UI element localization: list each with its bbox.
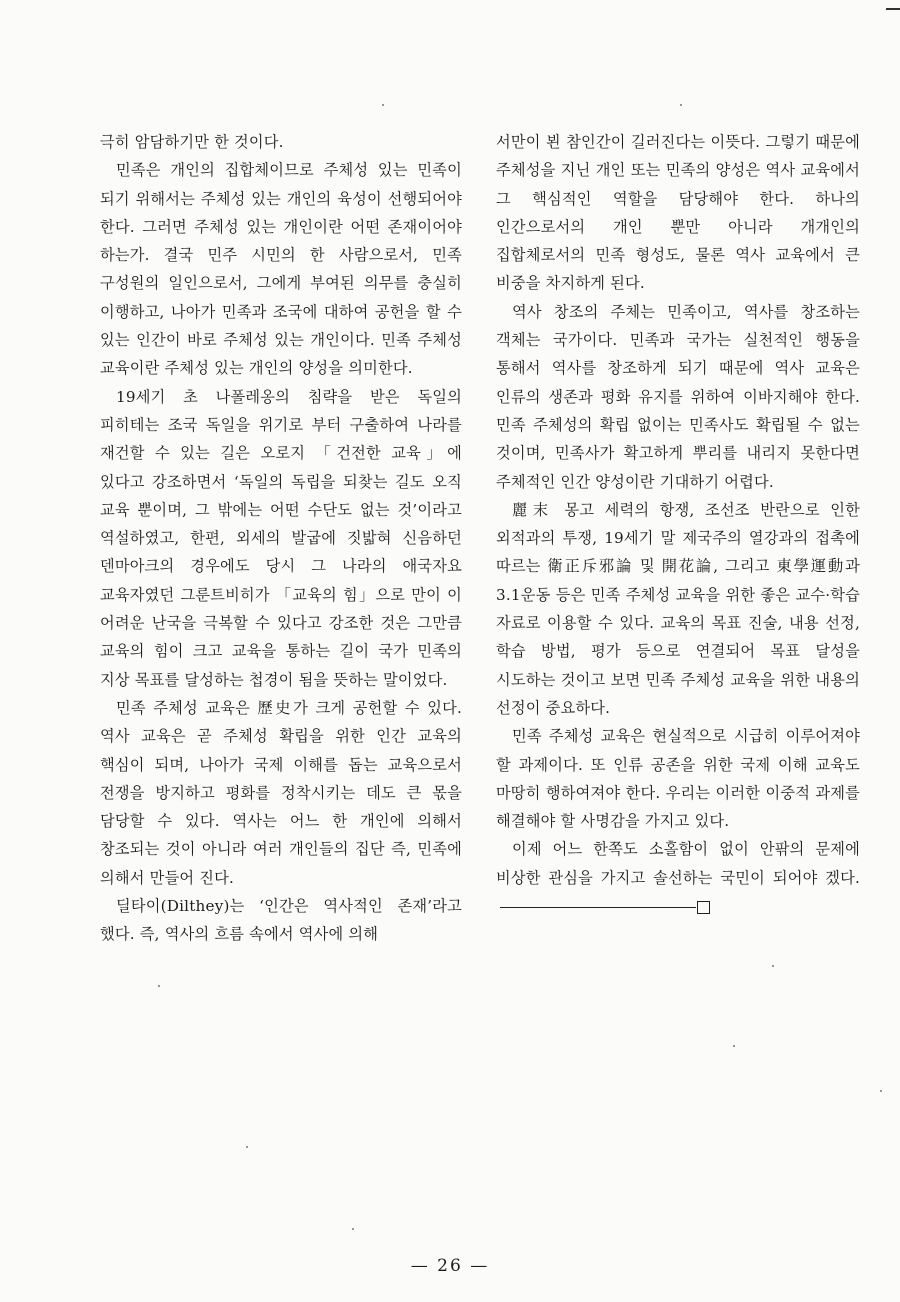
paragraph: 민족은 개인의 집합체이므로 주체성 있는 민족이 되기 위해서는 주체성 있는 개인의 육성이 선행되어야 한다. 그러면 주체성 있는 개인이란 어떤 존재이어야 하는가. 결국 민주 시민의 한 사람으로서, 민족 구성원의 일인으로서, 그에게 부여된 의무를 충실히 이행하고, 나아가 민족과 조국에 대하여 공헌을 할 수 있는 인간이 바로 주체성 있는 개인이다. 민족 주체성 교육이란 주체성 있는 개인의 양성을 의미한다.: [100, 161, 462, 378]
end-rule: [500, 907, 696, 908]
paragraph: 서만이 뵌 참인간이 길러진다는 이뜻다. 그렇기 때문에 주체성을 지닌 개인 또는 민족의 양성은 역사 교육에서 그 핵심적인 역할을 담당해야 한다. 하나의 인간으로서의 개인 뿐만 아니라 개개인의 집합체로서의 민족 형성도, 물론 역사 교육에서 큰 비중을 차지하게 된다.: [496, 133, 860, 293]
scan-speck: [680, 104, 682, 106]
scan-speck: [246, 1146, 248, 1148]
paragraph: 딜타이(Dilthey)는 ‘인간은 역사적인 존재’라고 했다. 즉, 역사의 흐름 속에서 역사에 의해: [100, 897, 462, 944]
scan-speck: [382, 104, 384, 106]
paragraph: 역사 창조의 주체는 민족이고, 역사를 창조하는 객체는 국가이다. 민족과 국가는 실천적인 행동을 통해서 역사를 창조하게 되기 때문에 역사 교육은 인류의 생존과 평화 유지를 위하여 이바지해야 한다. 민족 주체성의 확립 없이는 민족사도 확립될 수 없는 것이며, 민족사가 확고하게 뿌리를 내리지 못한다면 주체적인 인간 양성이란 기대하기 어렵다.: [496, 302, 860, 491]
final-paragraph: [496, 835, 860, 920]
paragraph: 민족 주체성 교육은 歷史가 크게 공헌할 수 있다. 역사 교육은 곧 주체성 확립을 위한 인간 교육의 핵심이 되며, 나아가 국제 이해를 돕는 교육으로서 전쟁을 방지하고 평화를 정착시키는 데도 큰 몫을 담당할 수 있다. 역사는 어느 한 개인에 의해서 창조되는 것이 아니라 여러 개인들의 집단 즉, 민족에 의해서 만들어 진다.: [100, 698, 462, 887]
paragraph: 麗末 몽고 세력의 항쟁, 조선조 반란으로 인한 외적과의 투쟁, 19세기 말 제국주의 열강과의 접촉에 따르는 衛正斥邪論 및 開花論, 그리고 東學運動과 3.1운동 등은 민족 주체성 교육을 위한 좋은 교수·학습 자료로 이용할 수 있다. 교육의 목표 진술, 내용 선정, 학습 방법, 평가 등으로 연결되어 목표 달성을 시도하는 것이고 보면 민족 주체성 교육을 위한 내용의 선정이 중요하다.: [496, 500, 860, 717]
scan-speck: [158, 985, 160, 987]
scan-speck: [772, 965, 774, 967]
end-mark-icon: [697, 901, 710, 914]
final-paragraph-text: 이제 어느 한쪽도 소홀함이 없이 안팎의 문제에 비상한 관심을 가지고 솔선하는 국민이 되어야 겠다.: [496, 840, 860, 887]
paragraph: 19세기 초 나폴레옹의 침략을 받은 독일의 피히테는 조국 독일을 위기로 부터 구출하여 나라를 재건할 수 있는 길은 오로지 「건전한 교육」에 있다고 강조하면서 ‘독일의 독립을 되찾는 길도 오직 교육 뿐이며, 그 밖에는 어떤 수단도 없는 것’이라고 역설하였고, 한편, 외세의 발굽에 짓밟혀 신음하던 덴마아크의 경우에도 당시 그 나라의 애국자요 교육자였던 그룬트비히가 「교육의 힘」으로 만이 이 어려운 난국을 극복할 수 있다고 강조한 것은 그만큼 교육의 힘이 크고 교육을 통하는 길이 국가 민족의 지상 목표를 달성하는 첩경이 됨을 뜻하는 말이었다.: [100, 387, 462, 689]
paragraph: 민족 주체성 교육은 현실적으로 시급히 이루어져야 할 과제이다. 또 인류 공존을 위한 국제 이해 교육도 마땅히 행하여져야 한다. 우리는 이러한 이중적 과제를 해결해야 할 사명감을 가지고 있다.: [496, 727, 860, 831]
scan-speck: [733, 1045, 735, 1047]
paragraph: 극히 암담하기만 한 것이다.: [100, 133, 284, 151]
scan-corner-mark: [886, 8, 900, 10]
scan-speck: [880, 1090, 882, 1092]
page-number: — 26 —: [410, 1256, 490, 1276]
scan-speck: [352, 1228, 354, 1230]
left-text-column: [100, 128, 462, 949]
right-text-column: [496, 128, 860, 920]
